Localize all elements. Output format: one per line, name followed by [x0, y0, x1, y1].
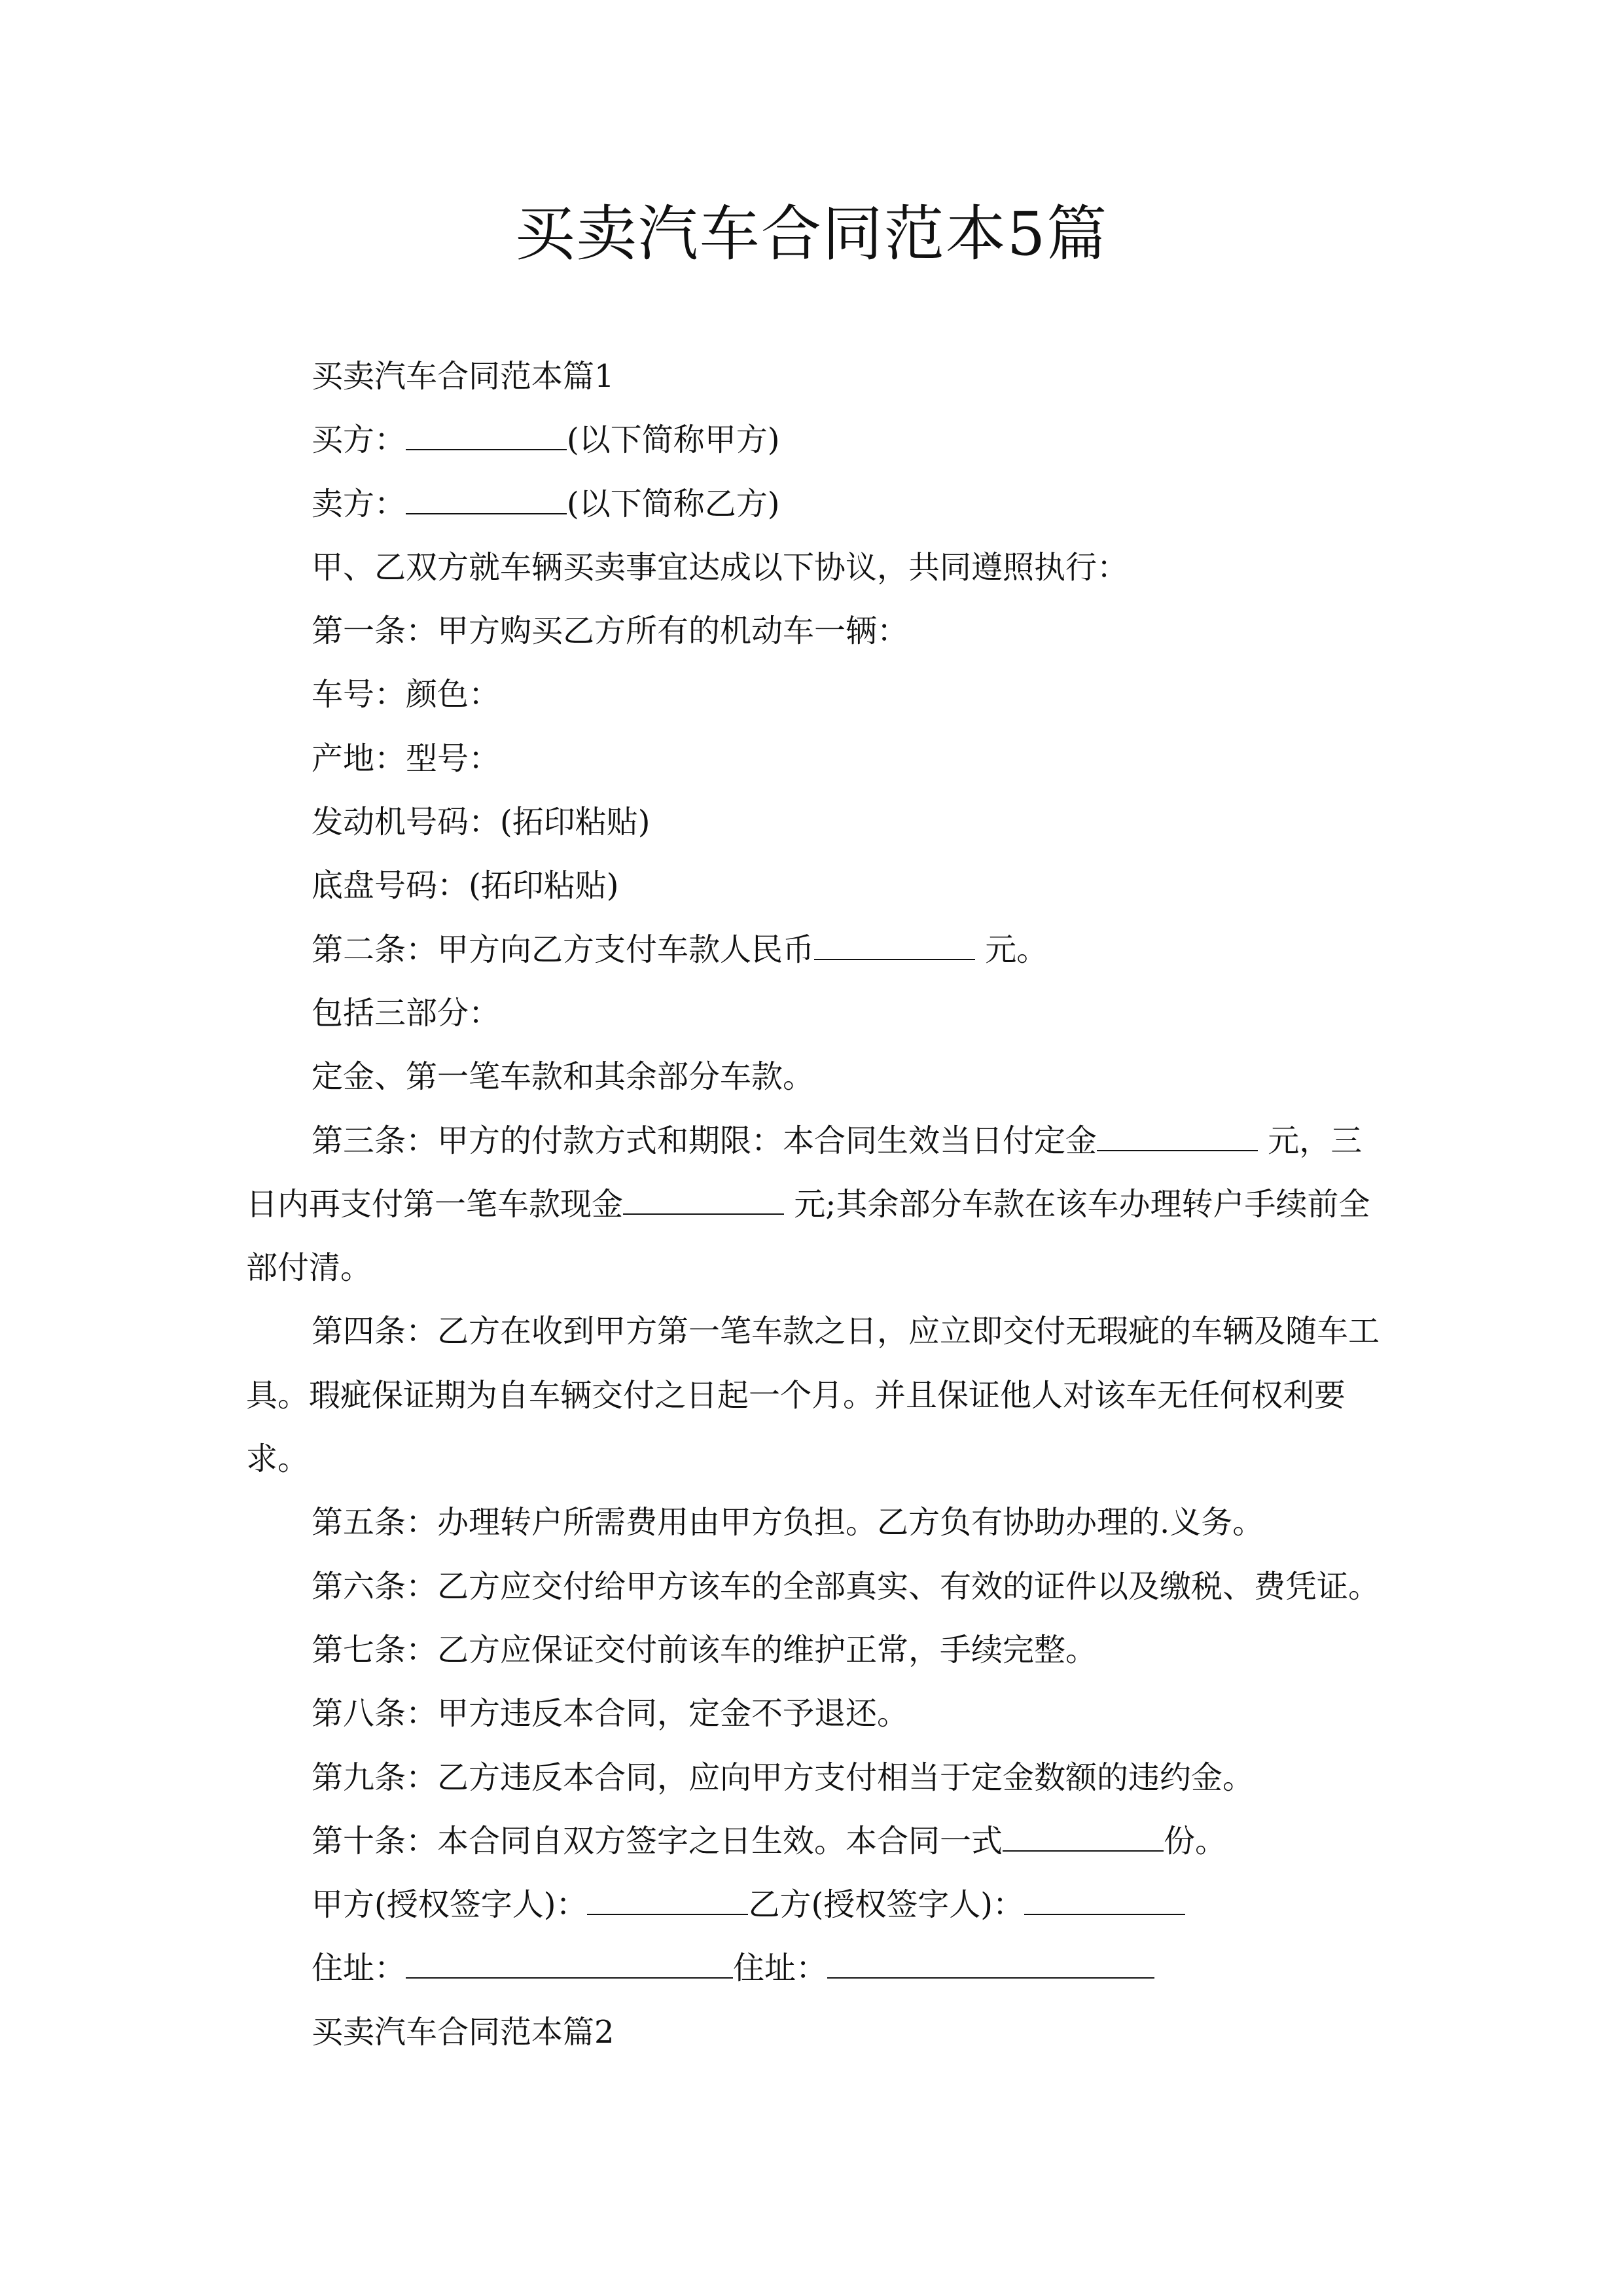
document-title: 买卖汽车合同范本5篇 — [514, 199, 1109, 269]
fill-in-blank — [406, 1951, 733, 1979]
paragraph-text: 产地：型号： — [312, 740, 501, 777]
paragraph-text: (以下简称乙方) — [567, 485, 780, 522]
paragraph-text: 包括三部分： — [312, 994, 501, 1031]
paragraph — [246, 600, 1385, 663]
document-body — [246, 345, 1385, 2064]
paragraph-text: 卖方： — [312, 485, 406, 522]
paragraph-text: 元，三日内再支付第一笔车款现金 — [246, 1122, 1363, 1223]
paragraph-text: 乙方(授权签字人)： — [748, 1886, 1024, 1924]
paragraph-text: 甲方(授权签字人)： — [312, 1886, 588, 1924]
fill-in-blank — [1003, 1824, 1164, 1852]
paragraph-text: 买卖汽车合同范本篇1 — [312, 358, 615, 395]
paragraph — [246, 1491, 1385, 1554]
fill-in-blank — [827, 1951, 1154, 1979]
paragraph-text: 住址： — [733, 1950, 828, 1987]
paragraph-text: 第七条：乙方应保证交付前该车的维护正常，手续完整。 — [312, 1631, 1097, 1668]
paragraph-text: 第四条：乙方在收到甲方第一笔车款之日，应立即交付无瑕疵的车辆及随车工具。瑕疵保证期为自车辆交付之日起一个月。并且保证他人对该车无任何权利要求。 — [246, 1313, 1380, 1478]
fill-in-blank — [1097, 1124, 1258, 1151]
paragraph — [246, 2001, 1385, 2064]
paragraph-text: 住址： — [312, 1950, 406, 1987]
paragraph-text: 元。 — [975, 931, 1048, 968]
paragraph-text: (以下简称甲方) — [567, 422, 780, 459]
paragraph — [246, 663, 1385, 726]
paragraph-text: 买卖汽车合同范本篇2 — [312, 2013, 615, 2051]
paragraph — [246, 1682, 1385, 1746]
paragraph-text: 底盘号码：(拓印粘贴) — [312, 867, 619, 905]
paragraph-text: 第八条：甲方违反本合同，定金不予退还。 — [312, 1695, 909, 1732]
paragraph — [246, 918, 1385, 982]
paragraph — [246, 345, 1385, 408]
paragraph-text: 第五条：办理转户所需费用由甲方负担。乙方负有协助办理的.义务。 — [312, 1504, 1264, 1541]
paragraph-text: 车号：颜色： — [312, 676, 501, 713]
paragraph-text: 甲、乙双方就车辆买卖事宜达成以下协议，共同遵照执行： — [312, 548, 1129, 586]
fill-in-blank — [1024, 1888, 1185, 1915]
paragraph — [246, 1300, 1385, 1491]
paragraph — [246, 1873, 1385, 1937]
paragraph — [246, 791, 1385, 854]
paragraph-text: 第六条：乙方应交付给甲方该车的全部真实、有效的证件以及缴税、费凭证。 — [312, 1568, 1380, 1605]
paragraph — [246, 473, 1385, 536]
paragraph — [246, 1109, 1385, 1300]
fill-in-blank — [587, 1888, 748, 1915]
paragraph-text: 定金、第一笔车款和其余部分车款。 — [312, 1058, 815, 1096]
paragraph — [246, 1937, 1385, 2000]
fill-in-blank — [406, 423, 567, 450]
fill-in-blank — [406, 487, 567, 514]
paragraph — [246, 982, 1385, 1045]
paragraph-text: 第十条：本合同自双方签字之日生效。本合同一式 — [312, 1822, 1003, 1859]
paragraph-text: 第一条：甲方购买乙方所有的机动车一辆： — [312, 613, 909, 650]
paragraph — [246, 1746, 1385, 1810]
paragraph-text: 第九条：乙方违反本合同，应向甲方支付相当于定金数额的违约金。 — [312, 1759, 1255, 1796]
paragraph — [246, 1045, 1385, 1109]
paragraph — [246, 408, 1385, 472]
fill-in-blank — [623, 1187, 784, 1215]
paragraph-text: 第二条：甲方向乙方支付车款人民币 — [312, 931, 815, 968]
paragraph — [246, 1619, 1385, 1682]
paragraph-text: 第三条：甲方的付款方式和期限：本合同生效当日付定金 — [312, 1122, 1097, 1159]
paragraph — [246, 854, 1385, 918]
fill-in-blank — [814, 933, 975, 960]
paragraph — [246, 727, 1385, 791]
paragraph — [246, 1810, 1385, 1873]
paragraph-text: 份。 — [1164, 1822, 1227, 1859]
paragraph-text: 发动机号码：(拓印粘贴) — [312, 804, 651, 841]
paragraph-text: 元;其余部分车款在该车办理转户手续前全部付清。 — [246, 1185, 1370, 1287]
paragraph-text: 买方： — [312, 422, 406, 459]
paragraph — [246, 1555, 1385, 1619]
paragraph — [246, 536, 1385, 600]
